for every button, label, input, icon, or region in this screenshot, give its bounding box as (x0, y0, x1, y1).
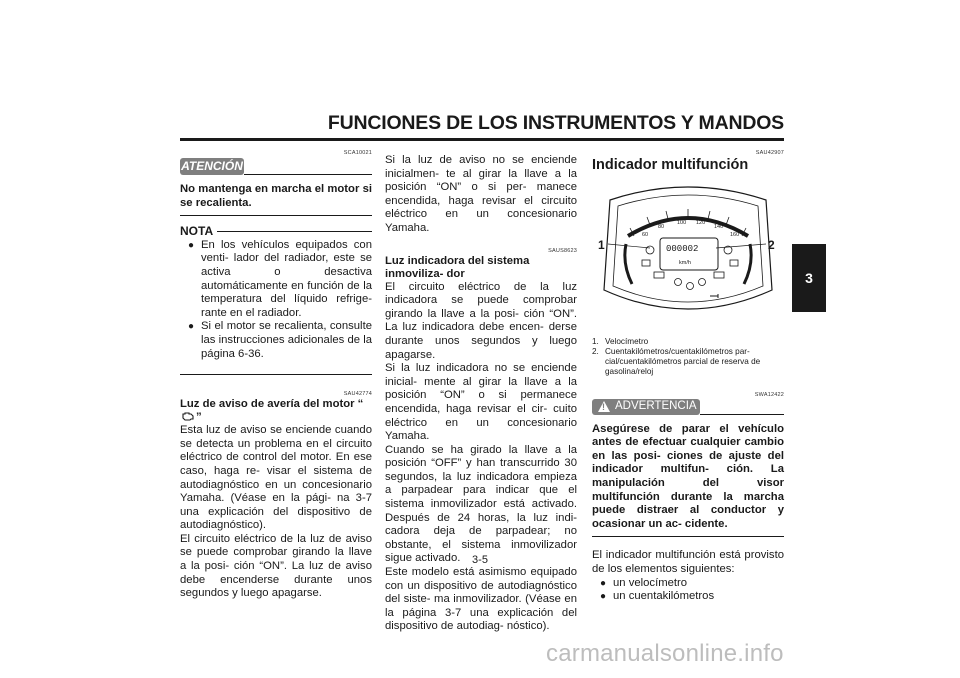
warning-text: Asegúrese de parar el vehículo antes de efectuar cualquier cambio en las posi- ciones de ajuste del indicador multifun- ción. La manipulación del visor multifunción durante la marcha puede distraer al conductor y ocasionar un ac- cidente. (592, 422, 784, 530)
ref-code: SCA10021 (343, 150, 372, 156)
list-item: ● Si el motor se recalienta, consulte las instrucciones adicionales de la página 6-36. (188, 320, 372, 360)
column-3 (592, 150, 784, 604)
nota-label: NOTA (180, 224, 214, 239)
column-1 (180, 150, 372, 601)
list-item: ● un cuentakilómetros (600, 590, 715, 603)
list-item: ● En los vehículos equipados con venti- lador del radiador, este se activa o desactiva automáticamente en función de la temperatura del líquido refrige- rante en el radiador. (188, 238, 372, 319)
chapter-tab[interactable]: 3 (792, 244, 826, 312)
advertencia-badge: ! ADVERTENCIA (592, 399, 700, 415)
caption-item: 2. Cuentakilómetros/cuentakilómetros par- cial/cuentakilómetros parcial de reserva de gasolina/reloj (592, 346, 761, 376)
paragraph: Esta luz de aviso se enciende cuando se detecta un problema en el circuito eléctrico de control del motor. En ese caso, haga re- visar el sistema de autodiagnóstico en un concesionario Yamaha. (Véase en la pági- na 3-7 una explicación del dispositivo de autodiagnóstico). (180, 424, 372, 532)
page-title: FUNCIONES DE LOS INSTRUMENTOS Y MANDOS (327, 112, 784, 134)
svg-text:100: 100 (677, 220, 687, 226)
ref-code: SWA12422 (754, 391, 784, 398)
section-heading: Luz de aviso de avería del motor “” (180, 398, 364, 424)
engine-icon (182, 411, 194, 421)
page-number: 3-5 (472, 554, 488, 566)
divider (180, 374, 372, 375)
ref-code: SAU42774 (343, 391, 372, 398)
svg-text:120: 120 (696, 220, 706, 226)
callout-1: 1 (598, 238, 605, 252)
callout-2: 2 (768, 238, 775, 252)
svg-text:60: 60 (642, 232, 649, 238)
divider (700, 414, 784, 415)
paragraph: Si la luz de aviso no se enciende inicialmen- te al girar la llave a la posición “ON” o si per- manece encendida, haga revisar el circuito eléctrico en un concesionario Yamaha. (385, 154, 577, 234)
atencion-badge: ATENCIÓN (180, 158, 244, 175)
section-heading: Luz indicadora del sistema inmoviliza- dor (385, 254, 530, 280)
paragraph: Si la luz indicadora no se enciende inicial- mente al girar la llave a la posición “ON” o si permanece encendida, haga revisar el cir- cuito eléctrico en un concesionario Yamaha. (385, 362, 577, 443)
header-rule (180, 138, 784, 141)
odometer-display: 000002 (666, 244, 699, 254)
svg-text:80: 80 (658, 224, 665, 230)
nota-header (180, 225, 372, 239)
bullet-icon: ● (188, 239, 195, 251)
advertencia-header (592, 398, 784, 415)
section-title: Indicador multifunción (592, 157, 749, 173)
svg-text:160: 160 (730, 232, 740, 238)
ref-code: SAU42907 (755, 150, 784, 156)
svg-text:140: 140 (714, 224, 724, 230)
atencion-text: No mantenga en marcha el motor si se recalienta. (180, 183, 372, 209)
paragraph: Cuando se ha girado la llave a la posición “OFF” y han transcurrido 30 segundos, la luz indicadora empieza a parpadear para indicar que el sistema inmovilizador está activado. Después de 24 horas, la luz indi- cadora deja de parpadear; no obstante, el sistema inmovilizador sigue activado. (385, 443, 577, 565)
paragraph: Este modelo está asimismo equipado con un dispositivo de autodiagnóstico del siste- ma inmovilizador. (Véase en la página 3-7 una explicación del dispositivo de autodiag- nóstico). (385, 566, 577, 633)
unit-label: km/h (679, 260, 691, 266)
warning-icon: ! (598, 401, 610, 412)
ref-code: SAUS8623 (548, 247, 577, 254)
bullet-icon: ● (188, 321, 195, 333)
atencion-header (180, 157, 372, 175)
divider (217, 231, 372, 232)
paragraph: El indicador multifunción está provisto de los elementos siguientes: (592, 549, 784, 575)
paragraph: El circuito eléctrico de la luz de aviso se puede comprobar girando la llave a la posi- ción “ON”. La luz de aviso debe encenderse durante unos segundos y luego apagarse. (180, 532, 372, 600)
watermark[interactable]: carmanualsonline.info (546, 640, 784, 667)
bullet-icon: ● (600, 577, 607, 589)
divider (180, 215, 372, 216)
bullet-icon: ● (600, 591, 607, 603)
multifunction-meter-figure (592, 178, 784, 328)
caption-item: 1. Velocímetro (592, 336, 649, 346)
divider (244, 174, 372, 175)
list-item: ● un velocímetro (600, 576, 688, 589)
paragraph: El circuito eléctrico de la luz indicadora se puede comprobar girando la llave a la posi- ción “ON”. La luz indicadora debe encen- derse durante unos segundos y luego apagarse. (385, 280, 577, 361)
divider (592, 536, 784, 537)
